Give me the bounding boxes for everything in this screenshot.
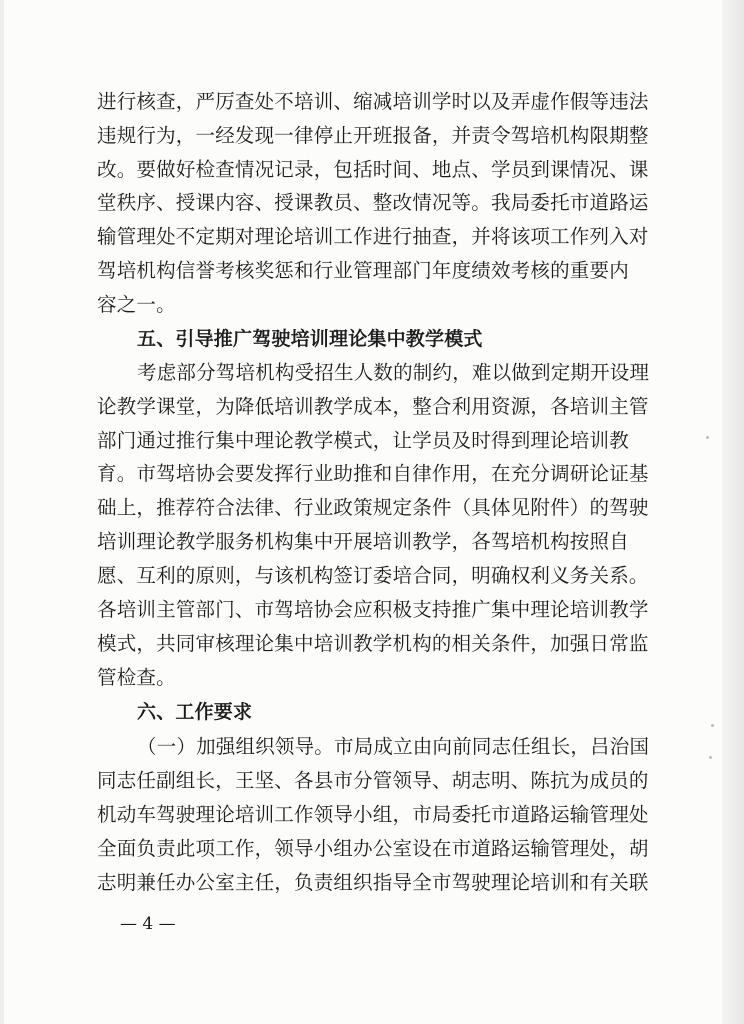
body-text-line: 机动车驾驶理论培训工作领导小组，市局委托市道路运输管理处: [97, 803, 649, 826]
page-left-edge: [0, 0, 4, 1024]
body-text-line: 改。要做好检查情况记录，包括时间、地点、学员到课情况、课: [97, 158, 649, 181]
body-text-line: 同志任副组长，王坚、各县市分管领导、胡志明、陈抗为成员的: [97, 769, 649, 792]
section-heading-5: 五、引导推广驾驶培训理论集中教学模式: [137, 328, 483, 350]
body-text-line: 各培训主管部门、市驾培协会应积极支持推广集中理论培训教学: [97, 598, 649, 621]
body-text-line: 考虑部分驾培机构受招生人数的制约，难以做到定期开设理: [137, 361, 650, 384]
body-text-line: 驾培机构信誉考核奖惩和行业管理部门年度绩效考核的重要内: [97, 259, 629, 282]
body-text-line: 志明兼任办公室主任，负责组织指导全市驾驶理论培训和有关联: [97, 871, 649, 894]
body-text-line: 堂秩序、授课内容、授课教员、整改情况等。我局委托市道路运: [97, 191, 649, 214]
body-text-line: 全面负责此项工作，领导小组办公室设在市道路运输管理处，胡: [97, 837, 649, 860]
body-text-line: （一）加强组织领导。市局成立由向前同志任组长，吕治国: [137, 735, 650, 758]
body-text-line: 模式，共同审核理论集中培训教学机构的相关条件，加强日常监: [97, 632, 649, 655]
body-text-line: 培训理论教学服务机构集中开展培训教学，各驾培机构按照自: [97, 530, 629, 553]
body-text-line: 容之一。: [97, 293, 176, 316]
body-text-line: 愿、互利的原则，与该机构签订委培合同，明确权利义务关系。: [97, 564, 649, 587]
body-text-line: 输管理处不定期对理论培训工作进行抽查，并将该项工作列入对: [97, 225, 649, 248]
body-text-line: 部门通过推行集中理论教学模式，让学员及时得到理论培训教: [97, 429, 629, 452]
body-text-line: 违规行为，一经发现一律停止开班报备，并责令驾培机构限期整: [97, 124, 649, 147]
scan-speck: [706, 436, 709, 439]
body-text-line: 进行核查，严厉查处不培训、缩减培训学时以及弄虚作假等违法: [97, 90, 649, 113]
body-text-line: 育。市驾培协会要发挥行业助推和自律作用，在充分调研论证基: [97, 462, 649, 485]
page-number: — 4 —: [120, 914, 176, 934]
body-text-line: 础上，推荐符合法律、行业政策规定条件（具体见附件）的驾驶: [97, 496, 649, 519]
body-text-line: 论教学课堂，为降低培训教学成本，整合利用资源，各培训主管: [97, 395, 649, 418]
scan-speck: [709, 756, 712, 759]
scan-speck: [711, 724, 714, 727]
page-right-edge: [722, 0, 744, 1024]
body-text-line: 管检查。: [97, 666, 176, 689]
section-heading-6: 六、工作要求: [137, 701, 253, 723]
